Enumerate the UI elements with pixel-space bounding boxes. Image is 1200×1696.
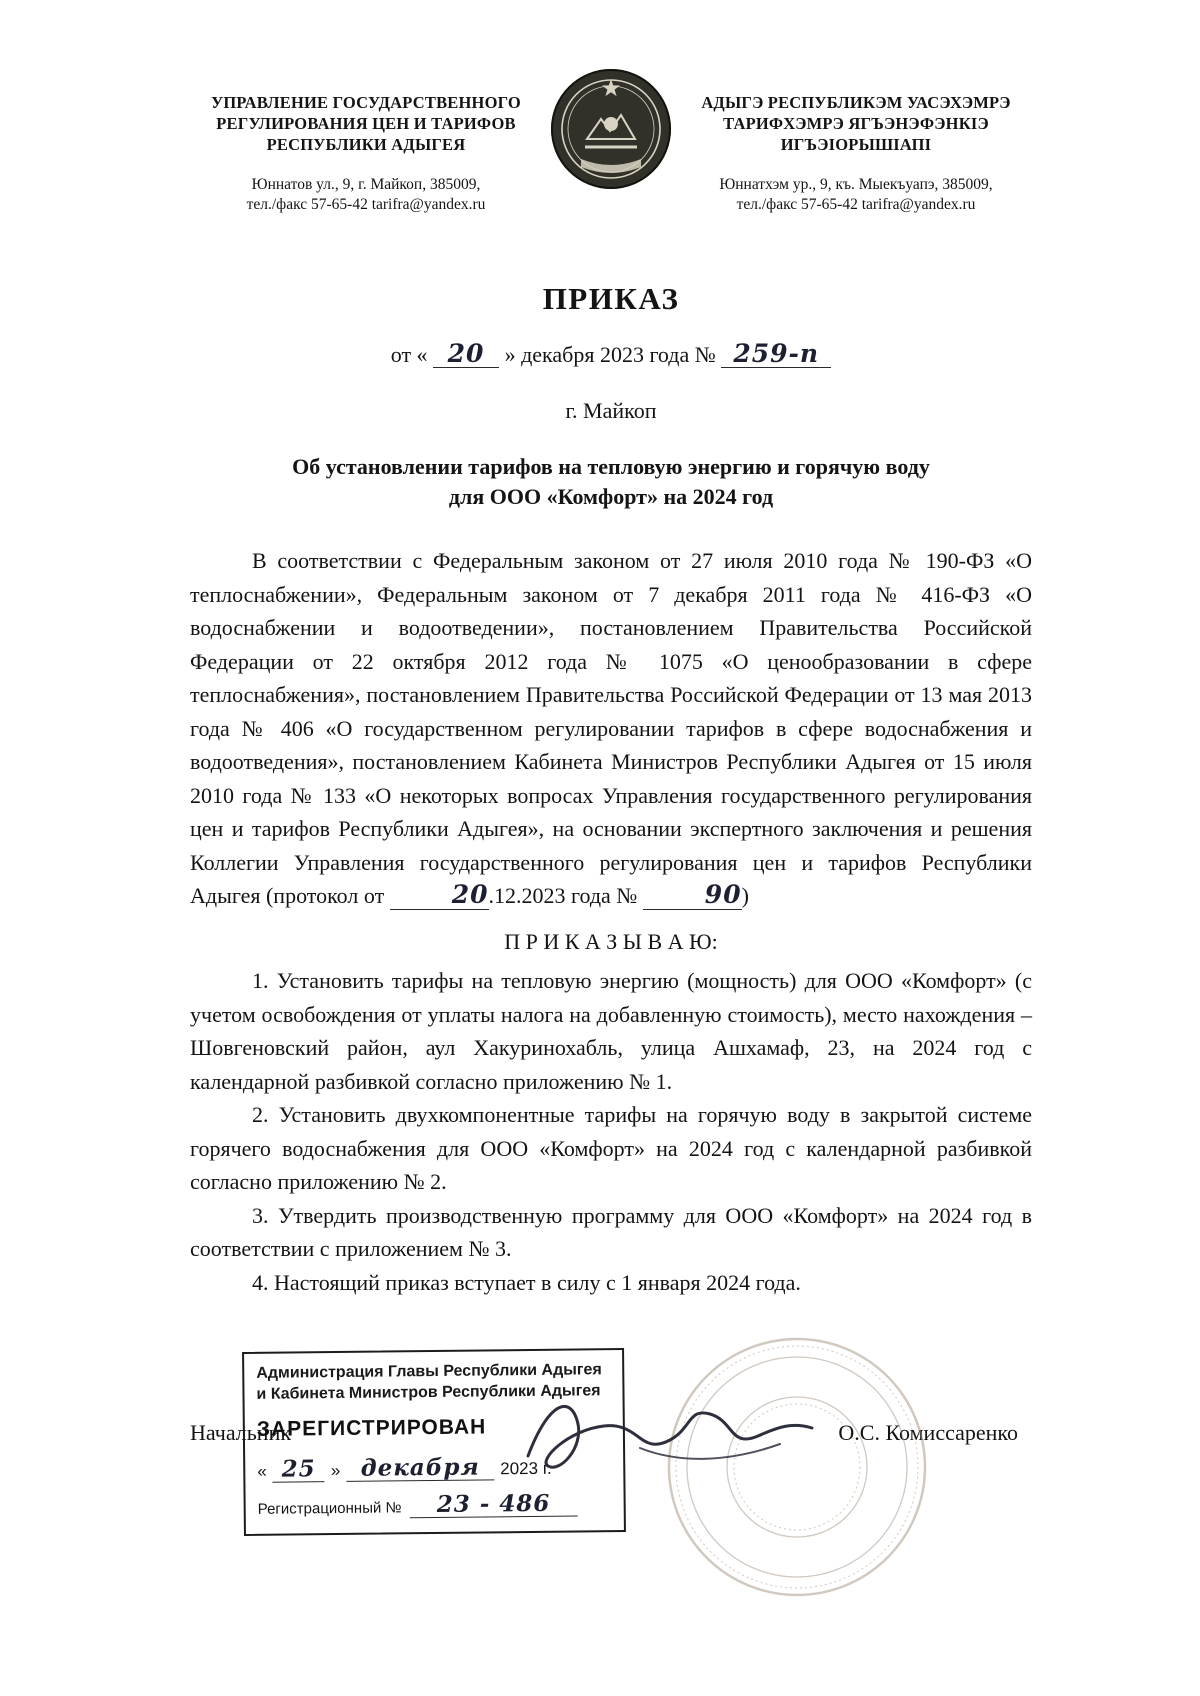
place-line: г. Майкоп	[565, 398, 657, 424]
registration-stamp	[242, 1348, 626, 1536]
address-line-2: тел./факс 57-65-42 tarifra@yandex.ru	[736, 196, 976, 213]
stamp-quote-close: »	[330, 1460, 341, 1481]
subject-line-1: Об установлении тарифов на тепловую энергию и горячую воду	[292, 454, 930, 480]
org-block-russian	[190, 92, 542, 215]
preamble-text: В соответствии с Федеральным законом от 27 июля 2010 года № 190-ФЗ «О теплоснабжении», Федеральным законом от 7 декабря 2011 года № 416-ФЗ «О водоснабжении и водоотведении», постановлением Правительства Российской Федерации от 22 октября 2012 года № 1075 «О ценообразовании в сфере теплоснабжения», постановлением Правительства Российской Федерации от 13 мая 2013 года № 406 «О государственном регулировании тарифов в сфере водоснабжения и водоотведения», постановлением Кабинета Министров Республики Адыгея от 15 июля 2010 года № 133 «О некоторых вопросах Управления государственного регулирования цен и тарифов Республики Адыгея», на основании экспертного заключения и решения Коллегии Управления государственного регулирования цен и тарифов Республики Адыгея (протокол от	[190, 548, 1032, 909]
document-content	[190, 92, 1032, 1299]
stamp-org-line-1: Администрация Главы Республики Адыгея	[256, 1361, 602, 1382]
org-name-adyghe: АДЫГЭ РЕСПУБЛИКЭМ УАСЭХЭМРЭ ТАРИФХЭМРЭ ЯГЪЭНЭФЭНКIЭ ИГЪЭIОРЫШIАПI	[701, 93, 1011, 154]
protocol-middle: .12.2023 года №	[488, 883, 638, 909]
handwritten-order-number: 259-п	[721, 341, 831, 368]
handwritten-protocol-number: 90	[643, 882, 742, 909]
address-line-1: Юннатов ул., 9, г. Майкоп, 385009,	[251, 176, 481, 193]
signer-name: О.С. Комиссаренко	[838, 1420, 1018, 1445]
stamp-date-line	[257, 1454, 611, 1483]
date-prefix: от «	[390, 342, 428, 367]
subject-title	[190, 452, 1032, 512]
stamp-reg-label: Регистрационный №	[257, 1499, 402, 1518]
date-line	[190, 341, 1032, 368]
org-address-russian	[190, 175, 542, 215]
order-item-1: 1. Установить тарифы на тепловую энергию (мощность) для ООО «Комфорт» (с учетом освобождения от уплаты налога на добавленную стоимость), место нахождения – Шовгеновский район, аул Хакуринохабль, улица Ашхамаф, 23, на 2024 год с календарной разбивкой согласно приложению № 1.	[190, 968, 1032, 1094]
stamp-org-line-2: и Кабинета Министров Республики Адыгея	[256, 1382, 601, 1403]
protocol-close: )	[741, 883, 749, 909]
stamp-registration-number-line	[258, 1491, 612, 1520]
handwritten-registration-number: 23 - 486	[409, 1492, 577, 1519]
round-seal-icon	[652, 1322, 942, 1612]
preamble-paragraph	[190, 544, 1032, 913]
order-item-3: 3. Утвердить производственную программу для ООО «Комфорт» на 2024 год в соответствии с приложением № 3.	[190, 1202, 1032, 1262]
handwritten-protocol-day: 20	[390, 882, 489, 909]
signer-position: Начальник	[190, 1420, 292, 1445]
order-item-2: 2. Установить двухкомпонентные тарифы на горячую воду в закрытой системе горячего водоснабжения для ООО «Комфорт» на 2024 год с календарной разбивкой согласно приложению № 2.	[190, 1102, 1032, 1195]
stamp-registered-label: ЗАРЕГИСТРИРОВАН	[256, 1415, 487, 1441]
org-address-adyghe	[680, 175, 1032, 215]
handwritten-stamp-month: декабря	[346, 1455, 494, 1482]
adygea-emblem-icon	[548, 66, 674, 192]
subject-line-2: для ООО «Комфорт» на 2024 год	[448, 484, 774, 510]
order-heading: П Р И К А З Ы В А Ю:	[504, 928, 718, 954]
handwritten-stamp-day: 25	[273, 1457, 325, 1483]
stamp-quote-open: «	[257, 1461, 267, 1481]
org-block-adyghe	[680, 92, 1032, 215]
address-line-2: тел./факс 57-65-42 tarifra@yandex.ru	[246, 196, 486, 213]
document-title: ПРИКАЗ	[542, 281, 680, 316]
document-header	[190, 92, 1032, 215]
order-item-4: 4. Настоящий приказ вступает в силу с 1 января 2024 года.	[252, 1269, 801, 1295]
stamp-year: 2023 г.	[500, 1458, 552, 1479]
date-middle: » декабря 2023 года №	[504, 342, 716, 367]
state-emblem	[542, 66, 680, 192]
address-line-1: Юннатхэм ур., 9, къ. Мыекъуапэ, 385009,	[719, 176, 993, 193]
org-name-russian: УПРАВЛЕНИЕ ГОСУДАРСТВЕННОГО РЕГУЛИРОВАНИЯ ЦЕН И ТАРИФОВ РЕСПУБЛИКИ АДЫГЕЯ	[211, 93, 521, 154]
handwritten-day: 20	[433, 341, 499, 368]
